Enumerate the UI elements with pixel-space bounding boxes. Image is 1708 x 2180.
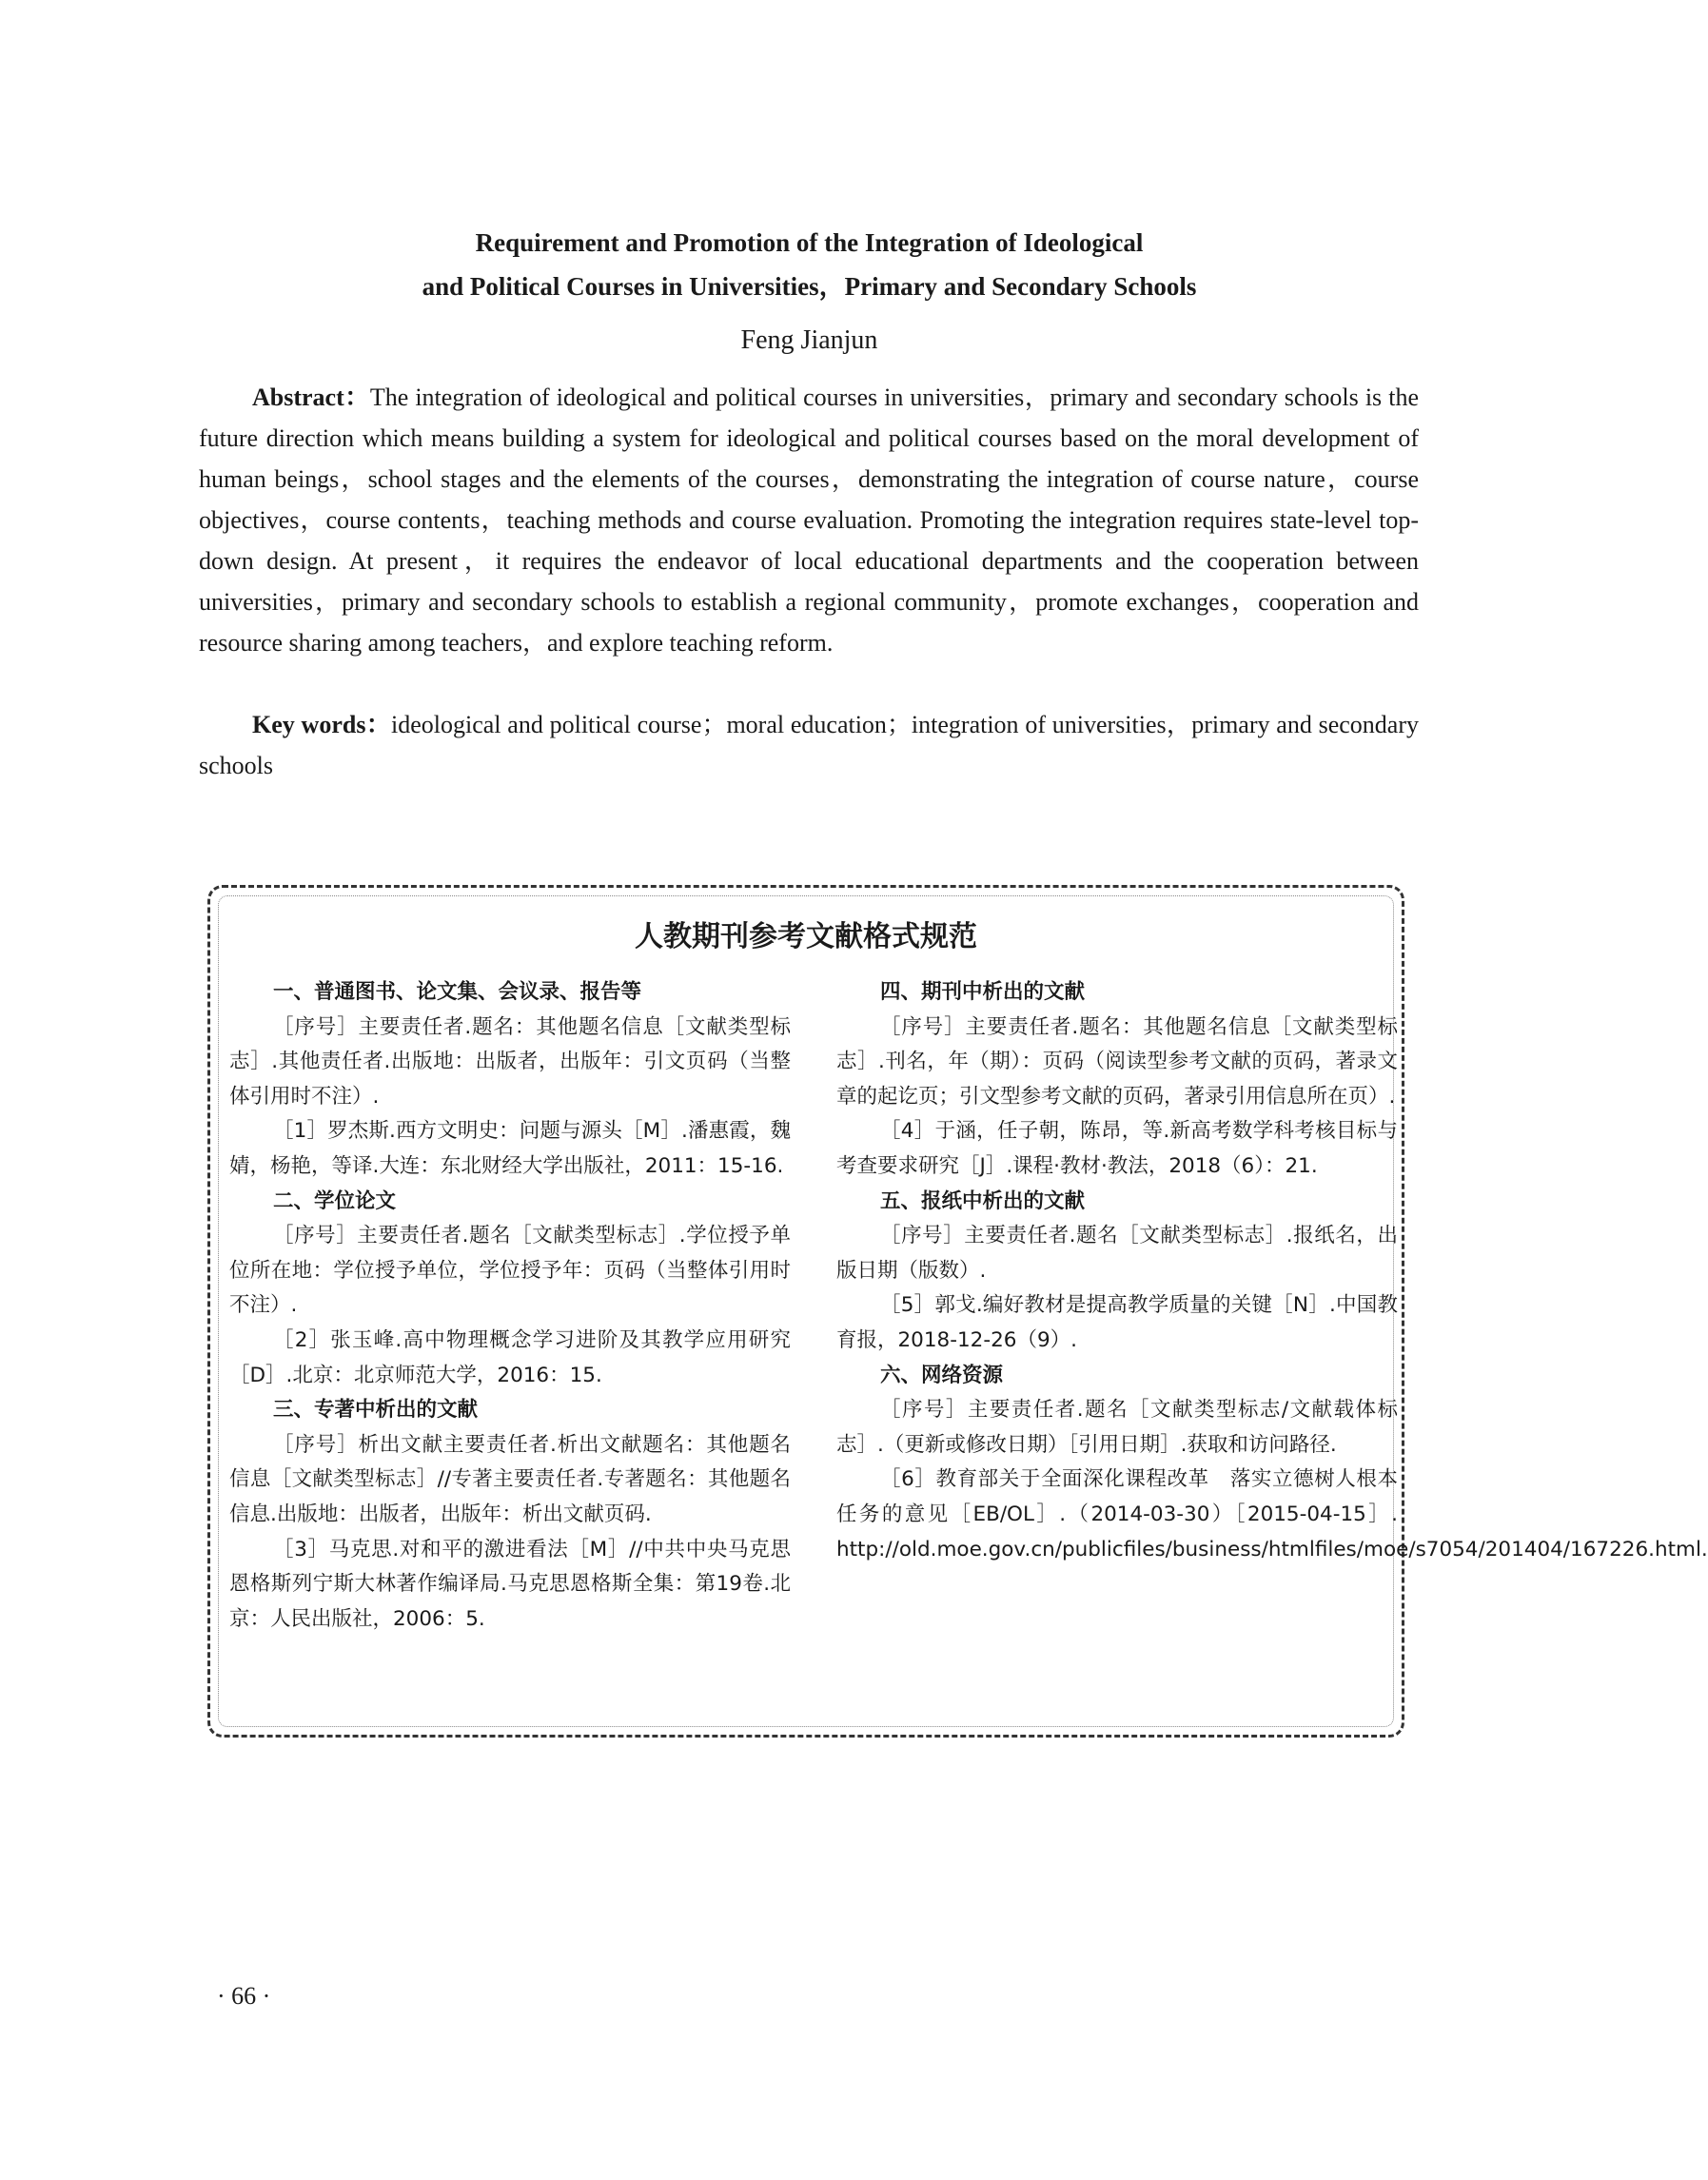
page-number: · 66 · bbox=[217, 1982, 271, 2010]
reference-entry: ［序号］主要责任者.题名［文献类型标志］.报纸名，出版日期（版数）. bbox=[836, 1224, 1398, 1283]
reference-entry: ［3］马克思.对和平的激进看法［M］//中共中央马克思恩格斯列宁斯大林著作编译局.马克思恩格斯全集：第19卷.北京：人民出版社，2006：5. bbox=[229, 1537, 791, 1631]
reference-entry: ［序号］析出文献主要责任者.析出文献题名：其他题名信息［文献类型标志］//专著主要责任者.专著题名：其他题名信息.出版地：出版者，出版年：析出文献页码. bbox=[229, 1432, 791, 1526]
reference-section-heading: 一、普通图书、论文集、会议录、报告等 bbox=[273, 980, 642, 1004]
paper-author: Feng Jianjun bbox=[740, 325, 878, 355]
reference-entry: ［序号］主要责任者.题名：其他题名信息［文献类型标志］.其他责任者.出版地：出版者，出版年：引文页码（当整体引用时不注）. bbox=[229, 1014, 791, 1109]
reference-entry: ［序号］主要责任者.题名［文献类型标志/文献载体标志］.（更新或修改日期）［引用日期］.获取和访问路径. bbox=[836, 1398, 1398, 1457]
paper-title bbox=[0, 221, 1619, 308]
reference-entry: ［序号］主要责任者.题名［文献类型标志］.学位授予单位所在地：学位授予单位，学位授予年：页码（当整体引用时不注）. bbox=[229, 1224, 791, 1318]
reference-entry: ［5］郭戈.编好教材是提高教学质量的关键［N］.中国教育报，2018-12-26（9）. bbox=[836, 1293, 1398, 1352]
keywords-label: Key words： bbox=[252, 711, 391, 738]
reference-left-column bbox=[229, 975, 791, 1637]
abstract bbox=[199, 377, 1419, 663]
keywords-text: ideological and political course；moral education；integration of universities，primary and secondary schools bbox=[199, 711, 1419, 779]
paper-title-line-2: and Political Courses in Universities，Primary and Secondary Schools bbox=[422, 272, 1197, 301]
reference-entry: ［1］罗杰斯.西方文明史：问题与源头［M］.潘惠霞，魏婧，杨艳，等译.大连：东北财经大学出版社，2011：15-16. bbox=[229, 1119, 791, 1178]
paper-title-line-1: Requirement and Promotion of the Integration of Ideological bbox=[475, 228, 1144, 257]
keywords bbox=[199, 704, 1419, 786]
reference-box-title: 人教期刊参考文献格式规范 bbox=[635, 920, 977, 953]
reference-section-heading: 六、网络资源 bbox=[880, 1363, 1004, 1387]
abstract-label: Abstract： bbox=[252, 383, 370, 411]
reference-section-heading: 三、专著中析出的文献 bbox=[273, 1398, 479, 1423]
reference-entry: ［6］教育部关于全面深化课程改革 落实立德树人根本任务的意见［EB/OL］.（2014-03-30）［2015-04-15］. http://old.moe.gov.cn/publicfiles/business/htmlfiles/moe/s7054/201404/167226.html. bbox=[836, 1467, 1708, 1561]
reference-entry: ［序号］主要责任者.题名：其他题名信息［文献类型标志］.刊名，年（期）：页码（阅读型参考文献的页码，著录文章的起讫页；引文型参考文献的页码，著录引用信息所在页）. bbox=[836, 1014, 1398, 1109]
reference-section-heading: 五、报纸中析出的文献 bbox=[880, 1188, 1086, 1213]
reference-entry: ［4］于涵，任子朝，陈昂，等.新高考数学科考核目标与考查要求研究［J］.课程·教材·教法，2018（6）：21. bbox=[836, 1119, 1398, 1178]
reference-format-box bbox=[207, 885, 1708, 1738]
reference-section-heading: 二、学位论文 bbox=[273, 1188, 397, 1213]
abstract-text: The integration of ideological and political courses in universities，primary and secondary schools is the future direction which means building a system for ideological and political courses based on the moral development of human beings，school stages and the elements of the courses，demonstrating the integration of course nature，course objectives，course contents，teaching methods and course evaluation. Promoting the integration requires state-level top-down design. At present，it requires the endeavor of local educational departments and the cooperation between universities，primary and secondary schools to establish a regional community，promote exchanges，cooperation and resource sharing among teachers，and explore teaching reform. bbox=[199, 383, 1419, 657]
reference-entry: ［2］张玉峰.高中物理概念学习进阶及其教学应用研究［D］.北京：北京师范大学，2016：15. bbox=[229, 1327, 791, 1387]
reference-section-heading: 四、期刊中析出的文献 bbox=[880, 980, 1086, 1004]
reference-right-column bbox=[836, 975, 1708, 1567]
